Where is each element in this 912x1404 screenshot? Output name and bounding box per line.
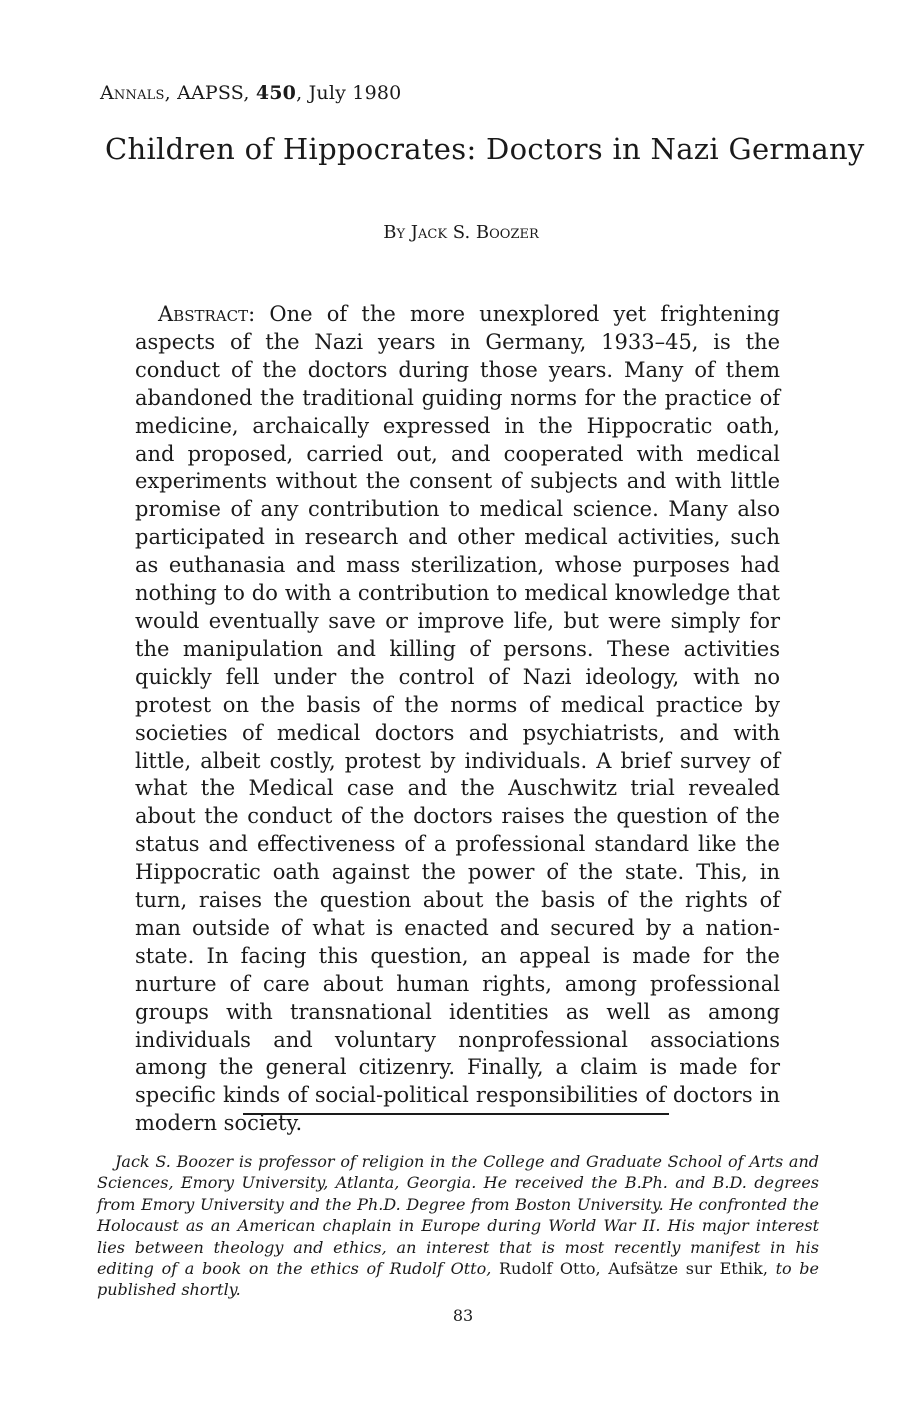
journal-header (100, 82, 401, 104)
abstract-text: : One of the more unexplored yet frightening aspects of the Nazi years in Germany, 1933–45, is the conduct of the doctors during those years. Many of them abandoned the traditional guiding norms for the practice of medicine, archaically expressed in the Hippocratic oath, and proposed, carried out, and cooperated with medical experiments without the consent of subjects and with little promise of any contribution to medical science. Many also participated in research and other medical activities, such as euthanasia and mass sterilization, whose purposes had nothing to do with a contribution to medical knowledge that would eventually save or improve life, but were simply for the manipulation and killing of persons. These activities quickly fell under the control of Nazi ideology, with no protest on the basis of the norms of medical practice by societies of medical doctors and psychiatrists, and with little, albeit costly, protest by individuals. A brief survey of what the Medical case and the Auschwitz trial revealed about the conduct of the doctors raises the question of the status and effectiveness of a professional standard like the Hippocratic oath against the power of the state. This, in turn, raises the question about the basis of the rights of man outside of what is enacted and secured by a nation-state. In facing this question, an appeal is made for the nurture of care about human rights, among professional groups with transnational identities as well as among individuals and voluntary nonprofessional associations among the general citizenry. Finally, a claim is made for specific kinds of social-political responsibilities of doctors in modern society. (135, 302, 780, 1136)
author-note-end: to be published shortly. (97, 1259, 819, 1300)
byline-author: Jack S. Boozer (410, 222, 539, 243)
journal-volume: 450 (255, 82, 297, 104)
abstract-label: Abstract (158, 302, 249, 326)
journal-date: , July 1980 (296, 82, 402, 104)
article-title: Children of Hippocrates: Doctors in Nazi Germany (105, 132, 865, 166)
byline-prefix: By (383, 222, 406, 243)
byline (0, 222, 912, 243)
author-note-book-title: Rudolf Otto, Aufsätze sur Ethik, (498, 1259, 768, 1279)
page-number: 83 (452, 1306, 474, 1325)
abstract (135, 301, 780, 1138)
journal-name: Annals (100, 82, 165, 104)
author-note-text: Jack S. Boozer is professor of religion in the College and Graduate School of Arts and Sciences, Emory University, Atlanta, Georgia. He received the B.Ph. and B.D. degrees from Emory University and the Ph.D. Degree from Boston University. He confronted the Holocaust as an American chaplain in Europe during World War II. His major interest lies between theology and ethics, an interest that is most recently manifest in his editing of a book on the ethics of Rudolf Otto, (97, 1152, 819, 1279)
author-note (97, 1151, 819, 1301)
journal-separator: , AAPSS, (164, 82, 256, 104)
footnote-divider (243, 1113, 669, 1115)
